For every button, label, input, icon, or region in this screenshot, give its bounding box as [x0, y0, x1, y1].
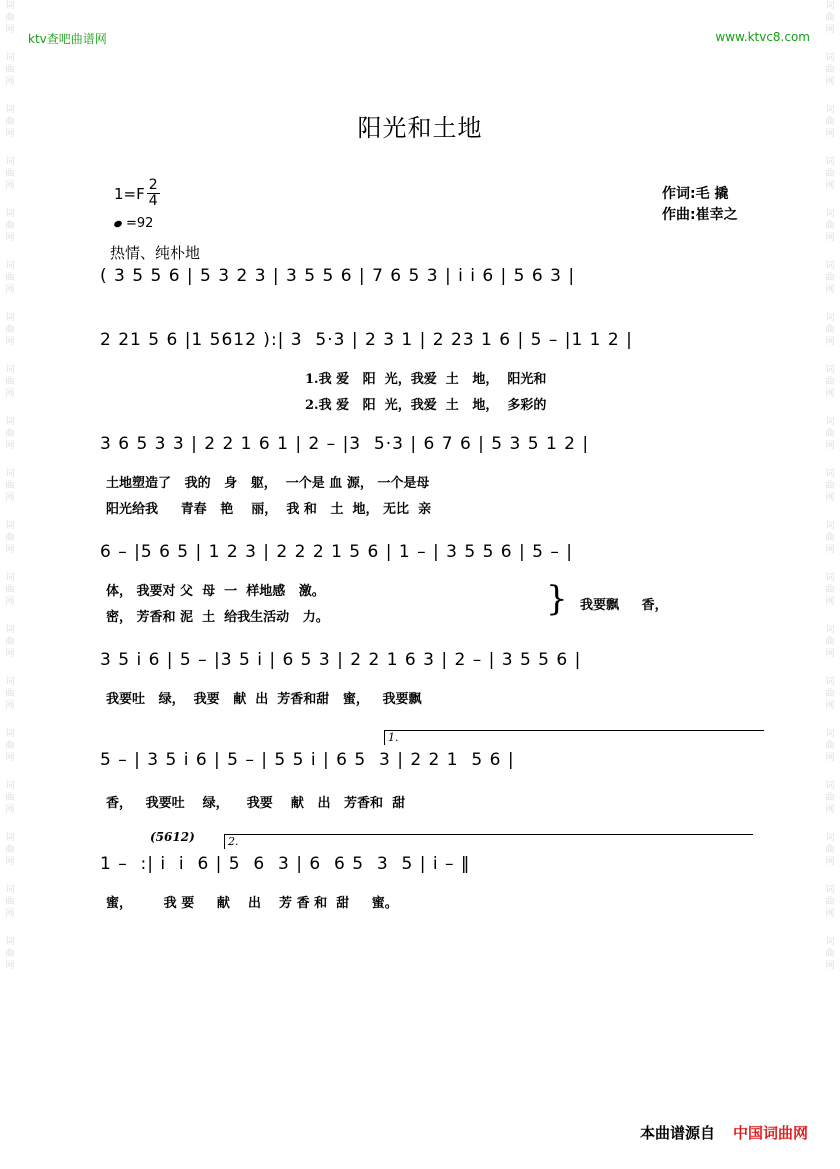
notation-line-5: 3 5 i 6 | 5 – |3 5 i | 6 5 3 | 2 2 1 6 3 | 2 – | 3 5 5 6 | — [100, 650, 582, 670]
time-numerator: 2 — [148, 177, 158, 193]
lyricist: 作词:毛 撬 — [662, 186, 729, 202]
tempo-marking — [114, 216, 153, 231]
side-watermark-text: 词 曲 网 — [825, 261, 835, 295]
side-watermark-text: 词 曲 网 — [825, 885, 835, 919]
side-watermark-text: 词 曲 网 — [825, 729, 835, 763]
side-watermark-text: 词 曲 网 — [5, 469, 15, 503]
key-signature — [114, 178, 160, 209]
side-watermark-text: 词 曲 网 — [5, 157, 15, 191]
side-watermark-text: 词 曲 网 — [5, 729, 15, 763]
side-watermark-text: 词 曲 网 — [825, 209, 835, 243]
lyric-line-7: 蜜， 我 要 献 出 芳 香 和 甜 蜜。 — [106, 896, 398, 911]
left-watermark-strip — [2, 0, 18, 1169]
side-watermark-text: 词 曲 网 — [5, 625, 15, 659]
composer: 作曲:崔幸之 — [662, 207, 738, 223]
lyric-line-4-verse-2: 密， 芳香和 泥 土 给我生活动 力。 — [106, 610, 329, 625]
key-label: 1=F — [114, 184, 145, 203]
verse-brace: } — [546, 579, 568, 619]
lyric-line-5: 我要吐 绿， 我要 献 出 芳香和甜 蜜， 我要飘 — [106, 692, 422, 707]
notation-line-4: 6 – |5 6 5 | 1 2 3 | 2 2 2 1 5 6 | 1 – | 3 5 5 6 | 5 – | — [100, 542, 573, 562]
side-watermark-text: 词 曲 网 — [825, 313, 835, 347]
side-watermark-text: 词 曲 网 — [5, 833, 15, 867]
side-watermark-text: 词 曲 网 — [825, 521, 835, 555]
side-watermark-text: 词 曲 网 — [825, 53, 835, 87]
side-watermark-text: 词 曲 网 — [5, 677, 15, 711]
side-watermark-text: 词 曲 网 — [825, 937, 835, 971]
side-watermark-text: 词 曲 网 — [5, 885, 15, 919]
side-watermark-text: 词 曲 网 — [5, 105, 15, 139]
lyric-line-2-verse-1: 1.我 爱 阳 光，我爱 土 地， 阳光和 — [305, 372, 547, 387]
source-site-link[interactable]: 中国词曲网 — [732, 1124, 808, 1142]
side-watermark-text: 词 曲 网 — [825, 1, 835, 35]
notation-line-1: ( 3 5 5 6 | 5 3 2 3 | 3 5 5 6 | 7 6 5 3 | i i 6 | 5 6 3 | — [100, 266, 576, 286]
time-signature — [147, 178, 160, 209]
notation-line-3: 3 6 5 3 3 | 2 2 1 6 1 | 2 – |3 5·3 | 6 7 6 | 5 3 5 1 2 | — [100, 434, 590, 454]
side-watermark-text: 词 曲 网 — [825, 781, 835, 815]
notation-line-2: 2 21 5 6 |1 5612 ):| 3 5·3 | 2 3 1 | 2 23 1 6 | 5 – |1 1 2 | — [100, 330, 633, 350]
side-watermark-text: 词 曲 网 — [825, 417, 835, 451]
side-watermark-text: 词 曲 网 — [5, 1, 15, 35]
lyric-line-4-joined: 我要飘 香， — [580, 598, 668, 613]
tempo-value: =92 — [126, 216, 154, 231]
lyric-line-2-verse-2: 2.我 爱 阳 光，我爱 土 地， 多彩的 — [305, 398, 547, 413]
lyric-line-3-verse-2: 阳光给我 青春 艳 丽， 我 和 土 地， 无比 亲 — [106, 502, 432, 517]
side-watermark-text: 词 曲 网 — [5, 521, 15, 555]
pickup-notes: (5612) — [150, 830, 195, 844]
time-denominator: 4 — [148, 193, 158, 209]
source-label: 本曲谱源自 — [639, 1124, 715, 1142]
source-credit — [640, 1122, 808, 1143]
second-ending-bracket: 2. — [224, 834, 753, 849]
expression-mark: 热情、纯朴地 — [110, 244, 201, 262]
side-watermark-text: 词 曲 网 — [825, 469, 835, 503]
side-watermark-text: 词 曲 网 — [5, 313, 15, 347]
side-watermark-text: 词 曲 网 — [825, 105, 835, 139]
side-watermark-text: 词 曲 网 — [5, 365, 15, 399]
first-ending-bracket: 1. — [384, 730, 764, 745]
site-url-right[interactable]: www.ktvc8.com — [715, 30, 810, 44]
side-watermark-text: 词 曲 网 — [5, 937, 15, 971]
quarter-note-icon — [113, 220, 123, 229]
side-watermark-text: 词 曲 网 — [825, 677, 835, 711]
site-name-left[interactable]: ktv查吧曲谱网 — [28, 32, 107, 46]
side-watermark-text: 词 曲 网 — [5, 781, 15, 815]
lyric-line-4-verse-1: 体， 我要对 父 母 一 样地感 激。 — [106, 584, 325, 599]
notation-line-7: 1 – :| i i 6 | 5 6 3 | 6 6 5 3 5 | i – ‖ — [100, 854, 471, 874]
credits — [662, 184, 738, 226]
side-watermark-text: 词 曲 网 — [825, 365, 835, 399]
right-watermark-strip — [822, 0, 838, 1169]
side-watermark-text: 词 曲 网 — [5, 261, 15, 295]
side-watermark-text: 词 曲 网 — [5, 53, 15, 87]
lyric-line-6: 香， 我要吐 绿， 我要 献 出 芳香和 甜 — [106, 796, 406, 811]
song-title: 阳光和土地 — [357, 114, 483, 142]
notation-line-6: 5 – | 3 5 i 6 | 5 – | 5 5 i | 6 5 3 | 2 2 1 5 6 | — [100, 750, 515, 770]
lyric-line-3-verse-1: 土地塑造了 我的 身 躯， 一个是 血 源， 一个是母 — [106, 476, 430, 491]
side-watermark-text: 词 曲 网 — [5, 417, 15, 451]
side-watermark-text: 词 曲 网 — [825, 573, 835, 607]
side-watermark-text: 词 曲 网 — [5, 209, 15, 243]
side-watermark-text: 词 曲 网 — [825, 157, 835, 191]
side-watermark-text: 词 曲 网 — [5, 573, 15, 607]
side-watermark-text: 词 曲 网 — [825, 833, 835, 867]
side-watermark-text: 词 曲 网 — [825, 625, 835, 659]
